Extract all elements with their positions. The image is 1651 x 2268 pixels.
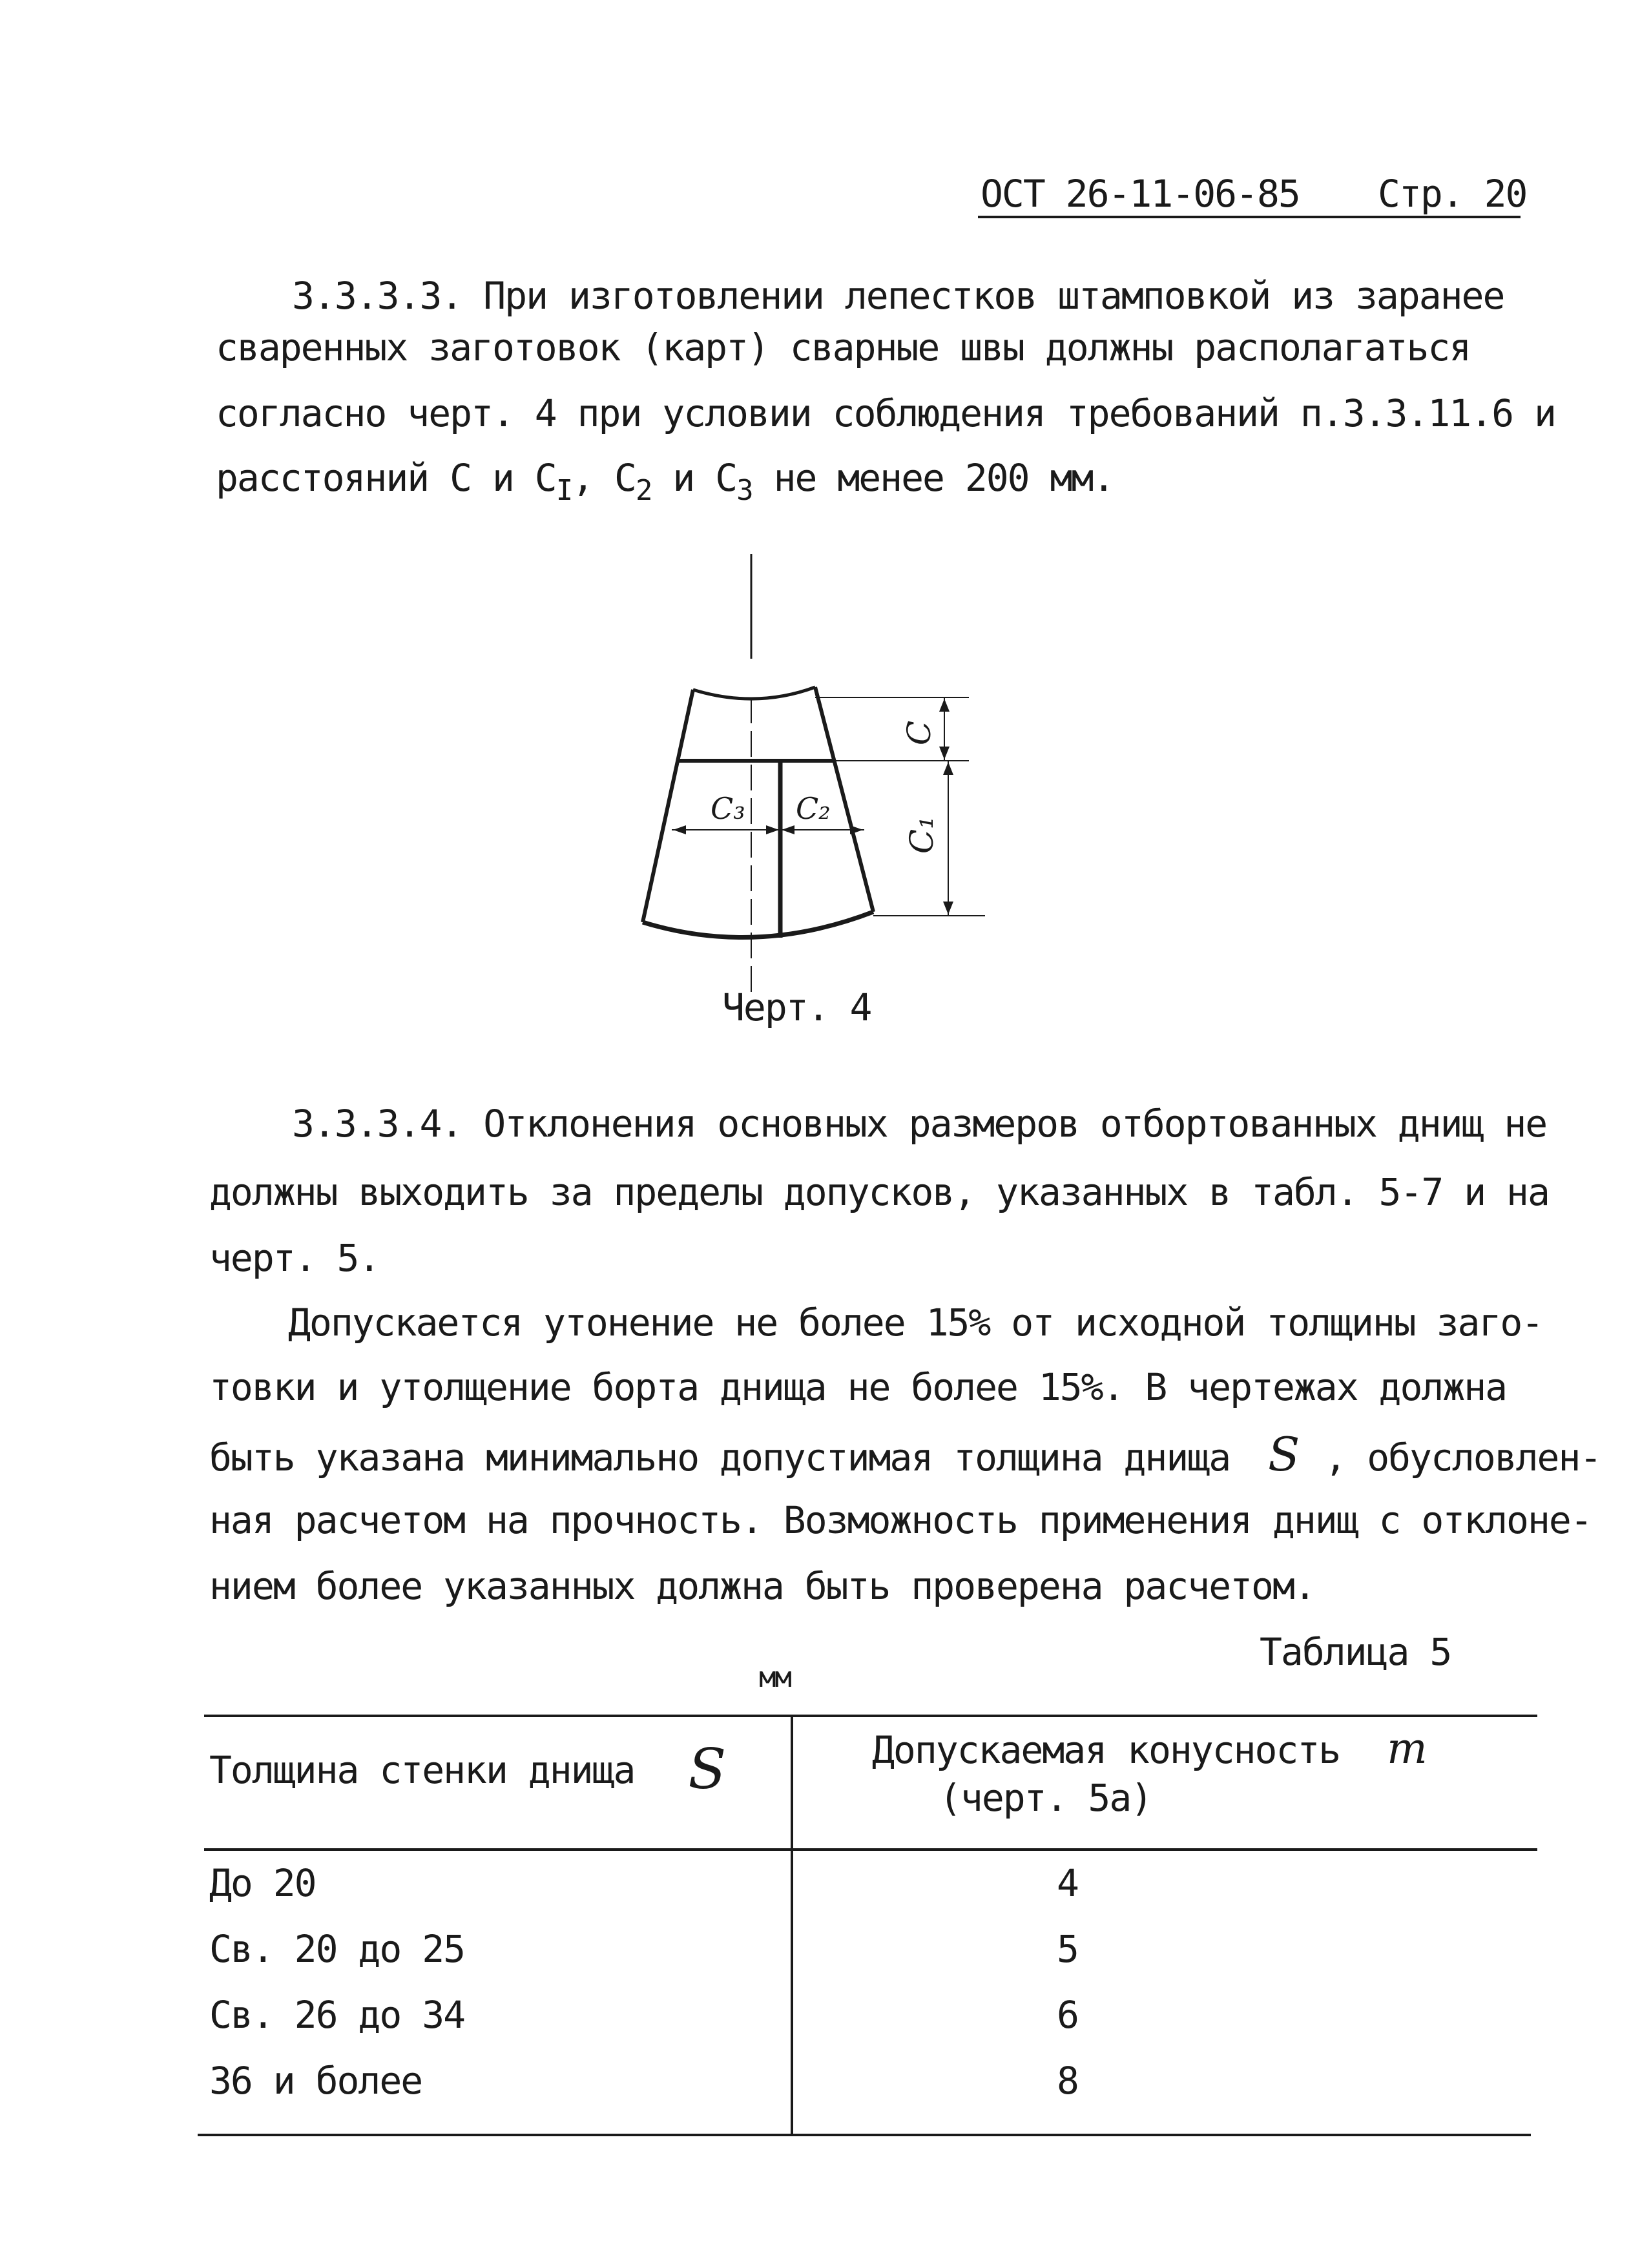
- row-thickness: Св. 20 до 25: [209, 1927, 465, 1971]
- line4-part-a: расстояний С и С: [216, 456, 556, 500]
- subscript-2: 2: [635, 474, 652, 507]
- para-3334-line1: 3.3.3.4. Отклонения основных размеров отбортованных днищ не: [292, 1102, 1547, 1146]
- para-3334-line3: черт. 5.: [209, 1236, 380, 1280]
- para-3333-line2: сваренных заготовок (карт) сварные швы должны располагаться: [216, 325, 1471, 369]
- header-taper: [872, 1724, 1426, 1773]
- header-thickness: [209, 1737, 725, 1802]
- line4-part-d: не менее 200 мм.: [752, 456, 1114, 500]
- arrow-c2-left: [782, 825, 794, 834]
- line3-text-b: , обусловлен-: [1324, 1436, 1601, 1479]
- header-taper-label: Допускаемая конусность: [872, 1728, 1340, 1772]
- arrow-c2-right: [850, 825, 863, 834]
- header-underline: [978, 216, 1521, 218]
- symbol-s-header: S: [688, 1737, 725, 1802]
- subscript-3: 3: [736, 474, 753, 507]
- dim-label-c3: C₃: [711, 791, 745, 826]
- table-column-divider: [791, 1716, 793, 2136]
- row-taper: 6: [1057, 1993, 1078, 2037]
- document-code: ОСТ 26-11-06-85: [981, 172, 1300, 216]
- table-bottom-rule: [198, 2134, 1531, 2136]
- row-taper: 8: [1057, 2059, 1078, 2103]
- row-thickness: До 20: [209, 1861, 316, 1905]
- para-3334-line2: должны выходить за пределы допусков, указанных в табл. 5-7 и на: [209, 1170, 1549, 1214]
- table-top-rule: [204, 1715, 1537, 1717]
- page-number: Стр. 20: [1378, 172, 1527, 216]
- line4-part-c: и С: [651, 456, 737, 500]
- header-taper-ref: (черт. 5а): [939, 1776, 1152, 1820]
- line4-part-b: , С: [572, 456, 636, 500]
- dim-label-c: C: [900, 720, 939, 746]
- dim-label-c1: C₁: [903, 816, 941, 854]
- subscript-1: I: [556, 474, 572, 507]
- arrow-c-top: [939, 699, 950, 712]
- row-taper: 4: [1057, 1861, 1078, 1905]
- symbol-m-header: m: [1387, 1724, 1426, 1773]
- dim-label-c2: C₂: [796, 791, 831, 826]
- petal-bottom-arc: [643, 912, 873, 938]
- row-thickness: 36 и более: [209, 2059, 422, 2103]
- table-units: мм: [759, 1661, 791, 1694]
- para-allow-line3: [209, 1427, 1601, 1481]
- row-thickness: Св. 26 до 34: [209, 1993, 465, 2037]
- arrow-c1-top: [943, 762, 953, 775]
- figure-caption: Черт. 4: [722, 985, 871, 1029]
- para-3333-line4: [216, 456, 1114, 507]
- symbol-s-inline: S: [1268, 1427, 1299, 1481]
- para-3333-line1: 3.3.3.3. При изготовлении лепестков штамповкой из заранее: [292, 274, 1504, 318]
- line3-text-a: быть указана минимально допустимая толщина днища: [209, 1436, 1230, 1479]
- petal-top-arc: [693, 687, 815, 699]
- para-allow-line5: нием более указанных должна быть проверена расчетом.: [209, 1564, 1315, 1608]
- petal-left-side: [643, 690, 693, 922]
- arrow-c-bottom: [939, 747, 950, 759]
- arrow-c1-bottom: [943, 902, 953, 914]
- para-3333-line3: согласно черт. 4 при условии соблюдения требований п.3.3.11.6 и: [216, 391, 1555, 435]
- arrow-c3-right: [766, 825, 779, 834]
- table-title: Таблица 5: [1260, 1630, 1451, 1674]
- para-allow-line4: ная расчетом на прочность. Возможность применения днищ с отклоне-: [209, 1498, 1592, 1542]
- arrow-c3-left: [673, 825, 686, 834]
- para-allow-line1: Допускается утонение не более 15% от исходной толщины заго-: [288, 1301, 1543, 1345]
- row-taper: 5: [1057, 1927, 1078, 1971]
- table-header-rule: [204, 1848, 1537, 1851]
- petal-weld-drawing: [620, 549, 1021, 1001]
- para-allow-line2: товки и утолщение борта днища не более 15%. В чертежах должна: [209, 1365, 1507, 1409]
- header-thickness-label: Толщина стенки днища: [209, 1748, 635, 1792]
